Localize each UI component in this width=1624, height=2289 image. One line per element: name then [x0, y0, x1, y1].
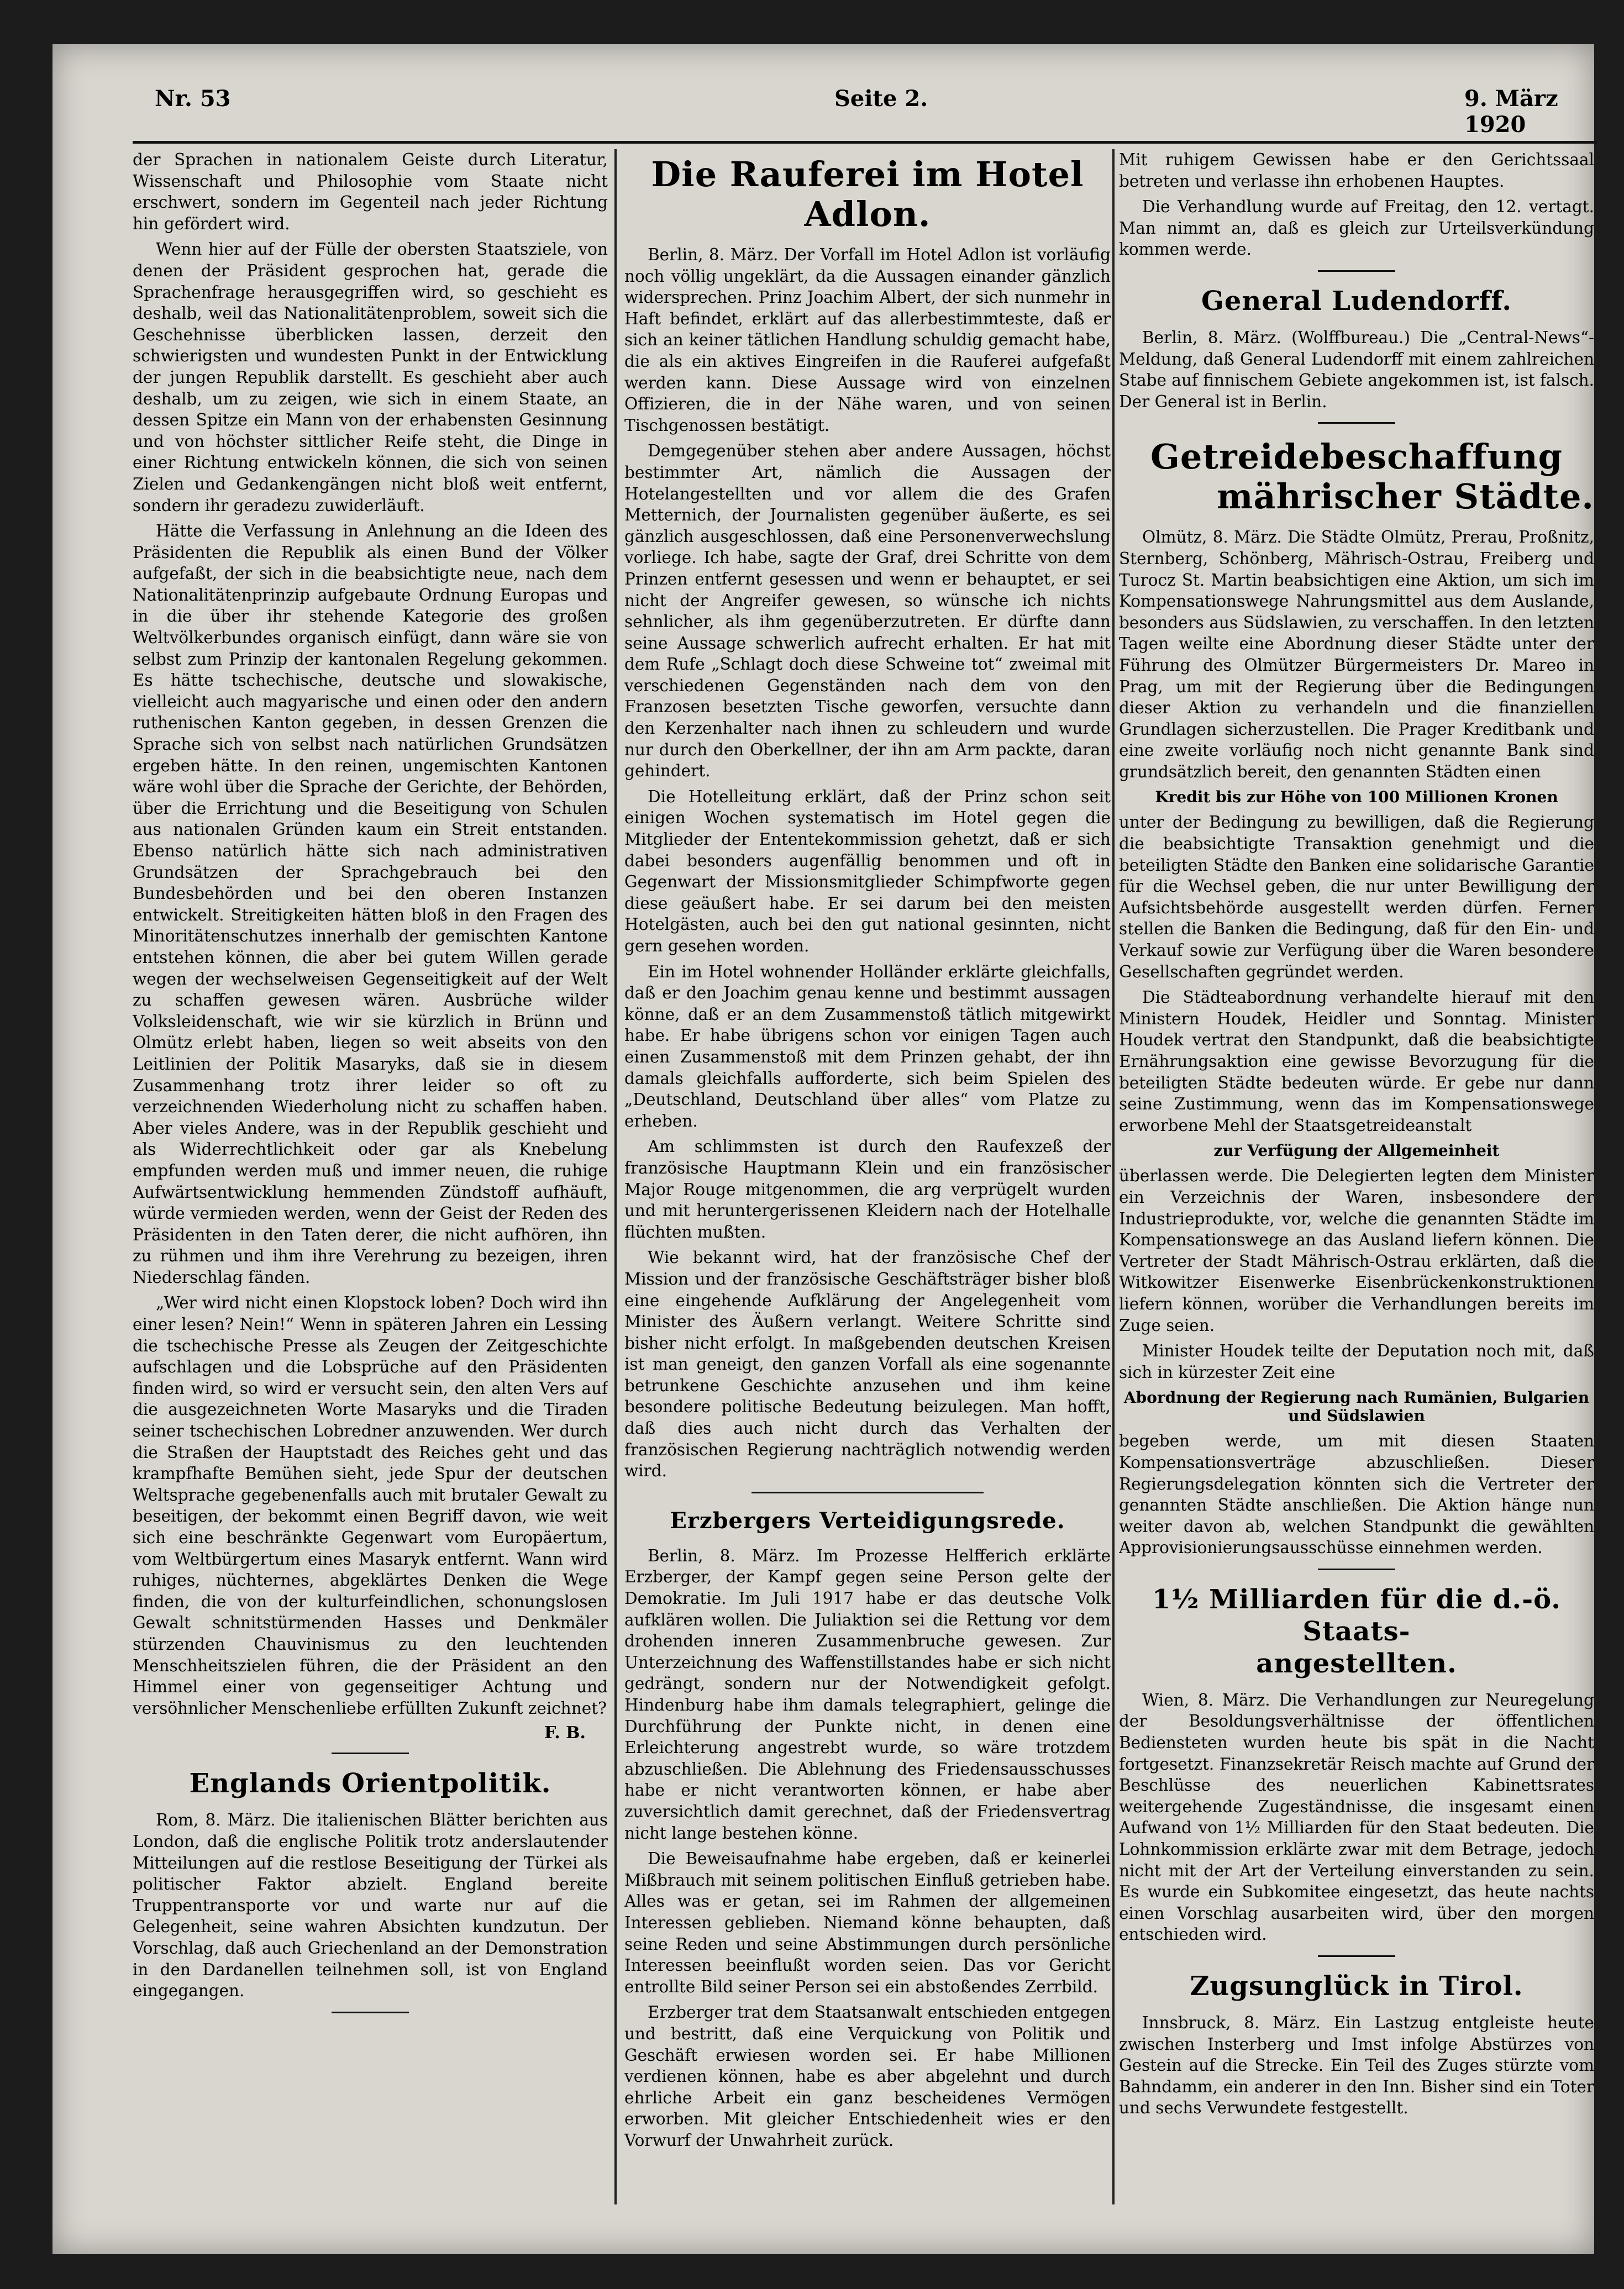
- article-paragraph: Mit ruhigem Gewissen habe er den Gerichtssaal betreten und verlasse ihn erhobenen Hauptes.: [1119, 150, 1594, 191]
- separator: [1318, 1569, 1395, 1570]
- article-paragraph: Wien, 8. März. Die Verhandlungen zur Neuregelung der Besoldungsverhältnisse der öffentlichen Bediensteten wurden heute bis spät in die Nacht fortgesetzt. Finanzsekretär Reisch machte auf Grund der Beschlüsse des neuerlichen Kabinettsrates weitergehende Zugeständnisse, die insgesamt einen Aufwand von 1½ Milliarden für den Staat bedeuten. Die Lohnkommission erklärte zwar mit dem Betrage, jedoch nicht mit der Art der Verteilung einverstanden zu sein. Es wurde ein Subkomitee eingesetzt, das heute nachts einen Vorschlag ausarbeiten wird, über den morgen entschieden wird.: [1119, 1690, 1594, 1944]
- headline-tirol: Zugsunglück in Tirol.: [1190, 1971, 1523, 2002]
- article-paragraph: „Wer wird nicht einen Klopstock loben? Doch wird ihn einer lesen? Nein!“ Wenn in späteren Jahren ein Lessing die tschechische Presse als Zeugen der Zeitgeschichte aufschlagen und die Lobsprüche auf den Präsidenten finden wird, so wird er versucht sein, den alten Vers auf die ausgezeichneten Worte Masaryks und die Tiraden seiner tschechischen Lobredner anzuwenden. Wer durch die Straßen der Hauptstadt des Reiches geht und das krampfhafte Bemühen sieht, jede Spur der deutschen Weltsprache gegebenenfalls auch mit brutaler Gewalt zu beseitigen, der bekommt einen Begriff davon, wie weit sich eine beschränkte Gegenwart vom Europäertum, vom Weltbürgertum eines Masaryk entfernt. Wann wird ruhiges, nüchternes, abgeklärtes Denken die Wege finden, die von der kulturfeindlichen, schonungslosen Gewalt schnitstürmenden Hasses und Denkmäler stürzenden Chauvinismus zu den leuchtenden Menschheitszielen führen, die der Präsident an den Himmel einer von gegenseitiger Achtung und versöhnlicher Menschenliebe erfüllten Zukunft zeichnet?: [133, 1293, 608, 1718]
- article-paragraph: Olmütz, 8. März. Die Städte Olmütz, Prerau, Proßnitz, Sternberg, Schönberg, Mährisch-Ostrau, Freiberg und Turocz St. Martin beabsichtigen eine Aktion, um sich im Kompensationswege Nahrungsmittel aus dem Auslande, besonders aus Südslawien, zu verschaffen. In den letzten Tagen weilte eine Abordnung dieser Städte unter der Führung des Olmützer Bürgermeisters Dr. Mareo in Prag, um mit der Regierung über die Bedingungen dieser Aktion zu verhandeln und die finanziellen Grundlagen sicherzustellen. Die Prager Kreditbank und eine zweite vorläufig noch nicht genannte Bank sind grundsätzlich bereit, den genannten Städten einen: [1119, 528, 1594, 781]
- article-paragraph: Ein im Hotel wohnender Holländer erklärte gleichfalls, daß er den Joachim genau kenne und bestimmt aussagen könne, daß er an dem Zusammenstoß tätlich mitgewirkt habe. Er habe übrigens schon vor einigen Tagen auch einen Zusammenstoß mit dem Prinzen gehabt, der ihn damals gleichfalls aufforderte, sich beim Spielen des „Deutschland, Deutschland über alles“ vom Platze zu erheben.: [624, 962, 1111, 1130]
- article-paragraph: Hätte die Verfassung in Anlehnung an die Ideen des Präsidenten die Republik als einen Bund der Völker aufgefaßt, der sich in die beabsichtigte neue, nach dem Nationalitätenprinzip aufgebaute Ordnung Europas und in die über ihr stehende Kategorie des großen Weltvölkerbundes organisch einfügt, dann wäre sie von selbst zum Prinzip der kantonalen Regelung gekommen. Es hätte tschechische, deutsche und slowakische, vielleicht auch magyarische und einen oder den andern ruthenischen Kanton gegeben, in dessen Grenzen die Sprache sich von selbst nach natürlichen Grundsätzen ergeben hätte. In den reinen, ungemischten Kantonen wäre wohl über die Sprache der Gerichte, der Behörden, über die Errichtung und die Beseitigung von Schulen aus nationalen Gründen kaum ein Streit entstanden. Ebenso natürlich hätte sich nach administrativen Grundsätzen der Sprachgebrauch bei den Bundesbehörden und bei den oberen Instanzen entwickelt. Streitigkeiten hätten bloß in den Fragen des Minoritätenschutzes innerhalb der gemischten Kantone entstehen können, die aber bei gutem Willen gerade wegen der wechselweisen Gegenseitigkeit auf der Welt zu schaffen gewesen wären. Ausbrüche wilder Volksleidenschaft, wie wir sie kürzlich in Brünn und Olmütz erlebt haben, liegen so weit abseits von den Leitlinien der Politik Masaryks, daß sie in diesem Zusammenhang trotz ihrer leider so oft zu verzeichnenden Wiederholung nicht zu schaffen haben. Aber vieles Andere, was in der Republik geschieht und als Widerrechtlichkeit oder gar als Knebelung empfunden werden muß und immer neuen, die ruhige Aufwärtsentwicklung hemmenden Zündstoff aufhäuft, würde vermieden werden, wenn der Geist der Reden des Präsidenten in den Taten derer, die nicht aufhören, ihn zu rühmen und ihm ihre Verehrung zu bezeigen, ihren Niederschlag fänden.: [133, 522, 608, 1287]
- article-paragraph: Wie bekannt wird, hat der französische Chef der Mission und der französische Geschäftsträger bisher bloß eine eingehende Aufklärung der Angelegenheit vom Minister des Äußern verlangt. Weitere Schritte sind bisher nicht erfolgt. In maßgebenden deutschen Kreisen ist man geneigt, den ganzen Vorfall als eine sogenannte betrunkene Geschichte anzusehen und ihm keine besondere politische Bedeutung beizulegen. Man hofft, daß dies auch nicht durch das Verhalten der französischen Regierung nachträglich notwendig werden wird.: [624, 1248, 1111, 1481]
- article-paragraph: Die Beweisaufnahme habe ergeben, daß er keinerlei Mißbrauch mit seinem politischen Einfluß getrieben habe. Alles was er getan, sei im Rahmen der allgemeinen Interessen geblieben. Niemand könne behaupten, daß seine Reden und seine Abstimmungen durch persönliche Interessen beeinflußt worden seien. Das vor Gericht entrollte Bild seiner Person sei ein abstoßendes Zerrbild.: [624, 1849, 1111, 1996]
- page-number: Seite 2.: [834, 86, 928, 112]
- article-paragraph: unter der Bedingung zu bewilligen, daß die Regierung die beabsichtigte Transaktion genehmigt und die beteiligten Städte den Banken eine solidarische Garantie für die Wechsel geben, die nur unter Bewilligung der Aufsichtsbehörde ausgestellt werden dürfen. Ferner stellen die Banken die Bedingung, daß für den Ein- und Verkauf sowie zur Verfügung über die Waren besondere Gesellschaften gegründet werden.: [1119, 813, 1594, 981]
- article-paragraph: Wenn hier auf der Fülle der obersten Staatsziele, von denen der Präsident gesprochen hat, gerade die Sprachenfrage herausgegriffen wird, so geschieht es deshalb, weil das Nationalitätenproblem, soweit sich die Geschehnisse überblicken lassen, derzeit den schwierigsten und wundesten Punkt in der Entwicklung der jungen Republik darstellt. Es geschieht aber auch deshalb, um zu zeigen, wie sich in einem Staate, an dessen Spitze ein Mann von der erhabensten Gesinnung und von höchster sittlicher Reife steht, die Dinge in einer Richtung entwickeln können, die sich von seinen Zielen und Gedankengängen nicht bloß weit entfernt, sondern ihr geradezu zuwiderläuft.: [133, 240, 608, 515]
- author-signature: F. B.: [544, 1723, 586, 1743]
- article-paragraph: überlassen werde. Die Delegierten legten dem Minister ein Verzeichnis der Waren, insbesondere der Industrieprodukte, vor, welche die genannten Städte im Kompensationswege an das Ausland liefern können. Die Vertreter der Stadt Mährisch-Ostrau erklärten, daß die Witkowitzer Eisenwerke Eisenbrückenkonstruktionen liefern können, worüber die Verhandlungen bereits im Zuge seien.: [1119, 1166, 1594, 1335]
- headline-getreide-line2: mährischer Städte.: [1216, 476, 1594, 517]
- separator: [332, 1753, 409, 1754]
- issue-number: Nr. 53: [155, 86, 231, 112]
- headline-adlon: Die Rauferei im Hotel Adlon.: [651, 154, 1084, 234]
- article-paragraph: Die Hotelleitung erklärt, daß der Prinz schon seit einigen Wochen systematisch im Hotel gegen die Mitglieder der Ententekommission gehetzt, daß er sich dabei besonders augenfällig benommen und oft in Gegenwart der Missionsmitglieder Schimpfworte gegen diese geäußert habe. Er sei darum bei den meisten Hotelgästen, auch bei den gut national gesinnten, nicht gern gesehen worden.: [624, 787, 1111, 955]
- headline-milliarden-line1: 1½ Milliarden für die d.-ö. Staats-: [1152, 1583, 1561, 1647]
- article-paragraph: Berlin, 8. März. Im Prozesse Helfferich erklärte Erzberger, der Kampf gegen seine Person gelte der Demokratie. Im Juli 1917 habe er das deutsche Volk aufklären wollen. Die Juliaktion sei die Rettung vor dem drohenden inneren Zusammenbruche gewesen. Zur Unterzeichnung des Waffenstillstandes habe er sich nicht gedrängt, sondern nur der Notwendigkeit gefolgt. Hindenburg habe ihm damals telegraphiert, gelinge die Durchführung der Punkte nicht, in denen eine Erleichterung angestrebt wurde, so wäre trotzdem abzuschließen. Die Ablehnung des Friedensausschusses habe er nicht verantworten können, er habe aber zuversichtlich damit gerechnet, daß der Friedensvertrag nicht lange bestehen könne.: [624, 1546, 1111, 1843]
- issue-date: 9. März 1920: [1464, 86, 1558, 138]
- article-paragraph: der Sprachen in nationalem Geiste durch Literatur, Wissenschaft und Philosophie vom Staate nicht erschwert, sondern im Gegenteil nach jeder Richtung hin gefördert wird.: [133, 150, 608, 233]
- article-paragraph: Minister Houdek teilte der Deputation noch mit, daß sich in kürzester Zeit eine: [1119, 1341, 1594, 1382]
- highlight-line: Abordnung der Regierung nach Rumänien, Bulgarien und Südslawien: [1123, 1388, 1590, 1425]
- column-1: [133, 149, 608, 2199]
- headline-england: Englands Orientpolitik.: [189, 1768, 551, 1799]
- separator: [1318, 422, 1395, 424]
- highlight-line: Kredit bis zur Höhe von 100 Millionen Kronen: [1155, 788, 1558, 807]
- highlight-line: zur Verfügung der Allgemeinheit: [1213, 1141, 1500, 1160]
- article-paragraph: begeben werde, um mit diesen Staaten Kompensationsverträge abzuschließen. Dieser Regierungsdelegation könnten sich die Vertreter der genannten Städte anschließen. Die Aktion hänge nun weiter davon ab, welchen Standpunkt die gewählten Approvisionierungsausschüsse einnehmen werden.: [1119, 1432, 1594, 1557]
- article-paragraph: Berlin, 8. März. (Wolffbureau.) Die „Central-News“-Meldung, daß General Ludendorff mit einem zahlreichen Stabe auf finnischem Gebiete angekommen ist, ist falsch. Der General ist in Berlin.: [1119, 328, 1594, 411]
- column-divider-2: [1112, 149, 1115, 2204]
- article-paragraph: Demgegenüber stehen aber andere Aussagen, höchst bestimmter Art, nämlich die Aussagen der Hotelangestellten und vor allem die des Grafen Metternich, der Journalisten gegenüber äußerte, es sei gänzlich ausgeschlossen, daß eine Personenverwechslung vorliege. Ich habe, sagte der Graf, drei Schritte von dem Prinzen entfernt gesessen und wenn er behauptet, er sei nicht der Angreifer gewesen, so wünsche ich nichts sehnlicher, als ihm gegenüberzutreten. Er dürfte dann seine Aussage schwerlich aufrecht erhalten. Er hat mit dem Rufe „Schlagt doch diese Schweine tot“ zweimal mit verschiedenen Gegenständen nach dem von den Franzosen besetzten Tische geworfen, versuchte dann den Kerzenhalter nach ihnen zu schleudern und wurde nur durch den Oberkellner, der ihn am Arm packte, daran gehindert.: [624, 441, 1111, 781]
- headline-erzberger: Erzbergers Verteidigungsrede.: [670, 1507, 1065, 1534]
- header-rule: [133, 141, 1597, 144]
- article-paragraph: Innsbruck, 8. März. Ein Lastzug entgleiste heute zwischen Insterberg und Imst infolge Abstürzes von Gestein auf die Strecke. Ein Teil des Zuges stürzte vom Bahndamm, ein anderer in den Inn. Bisher sind ein Toter und sechs Verwundete festgestellt.: [1119, 2013, 1594, 2118]
- separator: [1318, 270, 1395, 272]
- column-3: [1119, 149, 1594, 2199]
- separator: [332, 2012, 409, 2013]
- column-divider-1: [614, 149, 617, 2204]
- column-2: [624, 149, 1111, 2199]
- article-paragraph: Am schlimmsten ist durch den Raufexzeß der französische Hauptmann Klein und ein französischer Major Rouge mitgenommen, die arg verprügelt wurden und mit heruntergerissenen Kleidern nach der Hotelhalle flüchten mußten.: [624, 1137, 1111, 1241]
- separator: [1318, 1955, 1395, 1957]
- headline-getreide-line1: Getreidebeschaffung: [1150, 436, 1563, 477]
- headline-ludendorff: General Ludendorff.: [1201, 285, 1512, 317]
- article-paragraph: Erzberger trat dem Staatsanwalt entschieden entgegen und bestritt, daß eine Verquickung von Politik und Geschäft erwiesen worden sei. Er habe Millionen verdienen können, habe es aber abgelehnt und durch ehrliche Arbeit ein ganz bescheidenes Vermögen erworben. Mit gleicher Entschiedenheit wies er den Vorwurf der Unwahrheit zurück.: [624, 2003, 1111, 2150]
- separator: [751, 1492, 984, 1493]
- page-header: [105, 86, 1619, 138]
- article-paragraph: Berlin, 8. März. Der Vorfall im Hotel Adlon ist vorläufig noch völlig ungeklärt, da die Aussagen einander gänzlich widersprechen. Prinz Joachim Albert, der sich nunmehr in Haft befindet, erklärt auf das allerbestimmteste, daß er sich an keiner tätlichen Handlung schuldig gemacht habe, die als ein aktives Eingreifen in die Rauferei aufgefaßt werden kann. Diese Aussage wird von einzelnen Offizieren, die in der Nähe waren, und von seinen Tischgenossen bestätigt.: [624, 245, 1111, 435]
- article-paragraph: Die Verhandlung wurde auf Freitag, den 12. vertagt. Man nimmt an, daß es gleich zur Urteilsverkündung kommen werde.: [1119, 197, 1594, 259]
- article-paragraph: Rom, 8. März. Die italienischen Blätter berichten aus London, daß die englische Politik trotz anderslautender Mitteilungen auf die restlose Beseitigung der Türkei als politischer Faktor abzielt. England bereite Truppentransporte vor und warte nur auf die Gelegenheit, seine wahren Absichten kundzutun. Der Vorschlag, daß auch Griechenland an der Demonstration in den Dardanellen teilnehmen soll, ist von England eingegangen.: [133, 1811, 608, 2001]
- article-paragraph: Die Städteabordnung verhandelte hierauf mit den Ministern Houdek, Heidler und Sonntag. Minister Houdek vertrat den Standpunkt, daß die beabsichtigte Ernährungsaktion eine gewisse Bevorzugung für die beteiligten Städte bedeuten würde. Er gebe nur dann seine Zustimmung, wenn das im Kompensationswege erworbene Mehl der Staatsgetreideanstalt: [1119, 988, 1594, 1135]
- headline-milliarden-line2: angestellten.: [1256, 1648, 1457, 1679]
